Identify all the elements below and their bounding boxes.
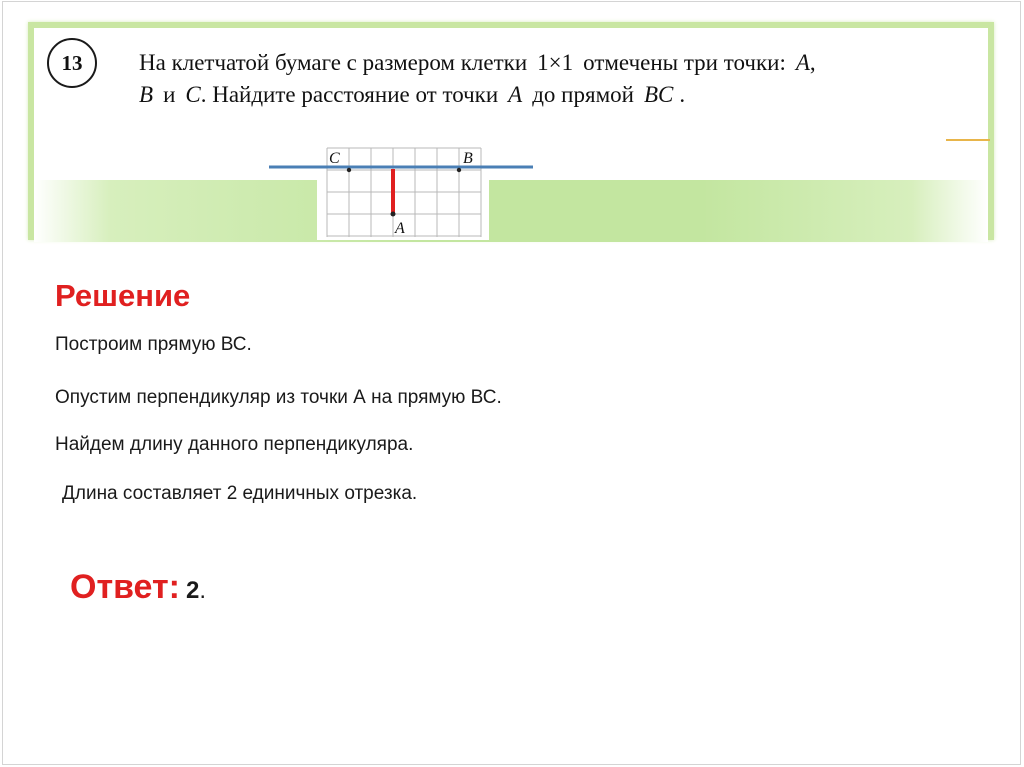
answer-label: Ответ:	[70, 568, 180, 606]
punctuation: .	[679, 82, 686, 107]
punctuation: ,	[809, 50, 816, 75]
label-a: A	[395, 220, 405, 237]
solution-step-4: Длина составляет 2 единичных отрезка.	[62, 483, 418, 504]
answer-period: .	[199, 577, 207, 604]
point-b	[457, 168, 461, 172]
label-b: B	[463, 150, 473, 167]
problem-line-2	[139, 79, 969, 111]
cell-size: 1×1	[537, 50, 574, 75]
answer-value: 2	[186, 577, 200, 604]
point-c-ref: C	[185, 82, 201, 107]
problem-text-part: . Найдите расстояние от точки	[200, 82, 499, 107]
problem-line-1	[139, 47, 969, 79]
point-a-ref: A	[795, 50, 810, 75]
solution-step-1: Построим прямую ВС.	[55, 334, 252, 355]
problem-text-part: до прямой	[532, 82, 634, 107]
line-bc-ref: BC	[643, 82, 674, 107]
point-b-ref: B	[139, 82, 154, 107]
problem-text-part: и	[163, 82, 176, 107]
point-a-ref: A	[508, 82, 523, 107]
answer	[70, 568, 206, 607]
grid-figure	[269, 143, 535, 240]
solution-heading: Решение	[55, 278, 191, 313]
point-a	[391, 212, 396, 217]
problem-text-part: отмечены три точки:	[583, 50, 786, 75]
problem-number: 13	[47, 38, 97, 88]
problem-text-part: На клетчатой бумаге с размером клетки	[139, 50, 528, 75]
solution-step-3: Найдем длину данного перпендикуляра.	[55, 434, 414, 455]
problem-statement	[139, 47, 969, 111]
point-c	[347, 168, 351, 172]
decorative-line	[946, 139, 990, 141]
label-c: C	[329, 150, 340, 167]
solution-step-2: Опустим перпендикуляр из точки А на прямую ВС.	[55, 387, 502, 408]
